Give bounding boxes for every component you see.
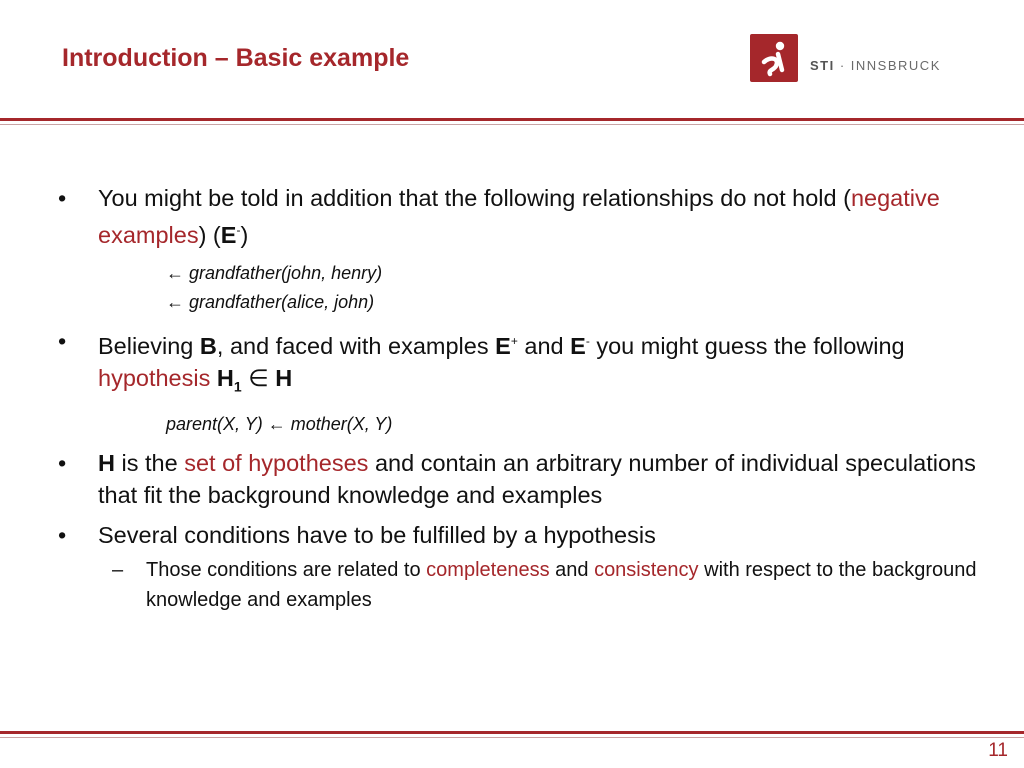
- highlight-consistency: consistency: [594, 559, 699, 582]
- bullet-believing-b: [56, 325, 986, 403]
- bullet-text: you might guess the following: [589, 332, 905, 359]
- sub-bullet-text: and: [549, 559, 595, 582]
- symbol-e: E: [220, 221, 237, 248]
- superscript-plus: +: [510, 333, 518, 348]
- footer-divider-thick: [0, 731, 1024, 734]
- bullet-text: and: [517, 332, 571, 359]
- bullet-negative-examples: [56, 182, 986, 251]
- bullet-text: , and faced with examples: [216, 332, 496, 359]
- logo-wordmark: [810, 58, 941, 73]
- formula-parent-mother: parent(X, Y) ← mother(X, Y): [166, 414, 393, 435]
- formula-grandfather-john-henry: ← grandfather(john, henry): [166, 262, 383, 283]
- bullet-conditions: [56, 519, 986, 551]
- sub-bullet-text: with respect to the background knowledge and examples: [146, 559, 977, 612]
- sti-logo: [750, 34, 950, 84]
- bullet-marker: •: [58, 522, 67, 549]
- sub-bullet-marker: –: [112, 559, 124, 582]
- bullet-marker: •: [58, 185, 67, 211]
- symbol-h: H: [98, 450, 115, 477]
- logo-brand: STI: [810, 58, 835, 73]
- bullet-marker: •: [58, 327, 67, 354]
- symbol-e: E: [495, 332, 511, 359]
- logo-emblem-icon: [750, 34, 798, 82]
- superscript-minus: -: [585, 333, 590, 348]
- bullet-text: Believing: [98, 332, 200, 359]
- symbol-b: B: [199, 332, 217, 359]
- logo-place: INNSBRUCK: [850, 58, 941, 73]
- bullet-text: You might be told in addition that the following relationships do not hold (: [98, 185, 851, 211]
- bullet-text: is the: [114, 450, 185, 477]
- symbol-e: E: [570, 332, 586, 359]
- bullet-marker: •: [58, 450, 67, 477]
- highlight-hypothesis: hypothesis: [98, 364, 211, 391]
- highlight-completeness: completeness: [426, 559, 550, 582]
- slide-body: [56, 182, 986, 615]
- bullet-text: and contain an arbitrary number of individual speculations that fit the background knowledge and examples: [98, 450, 976, 509]
- sub-bullet-completeness-consistency: [112, 555, 986, 615]
- header-divider-thin: [0, 124, 1024, 125]
- element-of-symbol: ∈: [241, 364, 276, 391]
- bullet-text: ): [240, 221, 249, 248]
- slide-title: Introduction – Basic example: [62, 44, 410, 72]
- subscript-one: 1: [233, 378, 242, 395]
- bullet-text: Several conditions have to be fulfilled by a hypothesis: [98, 522, 656, 549]
- highlight-negative-examples: negative examples: [98, 185, 940, 248]
- symbol-h: H: [216, 364, 234, 391]
- bullet-text: ) (: [198, 221, 221, 248]
- symbol-h: H: [275, 364, 293, 391]
- page-number: 11: [988, 740, 1008, 761]
- superscript-minus: -: [236, 223, 241, 237]
- bullet-set-of-hypotheses: [56, 447, 986, 511]
- footer-divider-thin: [0, 737, 1024, 738]
- sub-bullet-text: Those conditions are related to: [146, 559, 427, 582]
- header-divider-thick: [0, 118, 1024, 121]
- formula-grandfather-alice-john: ← grandfather(alice, john): [166, 291, 375, 312]
- highlight-set-of-hypotheses: set of hypotheses: [184, 450, 369, 477]
- logo-separator: ·: [834, 58, 851, 73]
